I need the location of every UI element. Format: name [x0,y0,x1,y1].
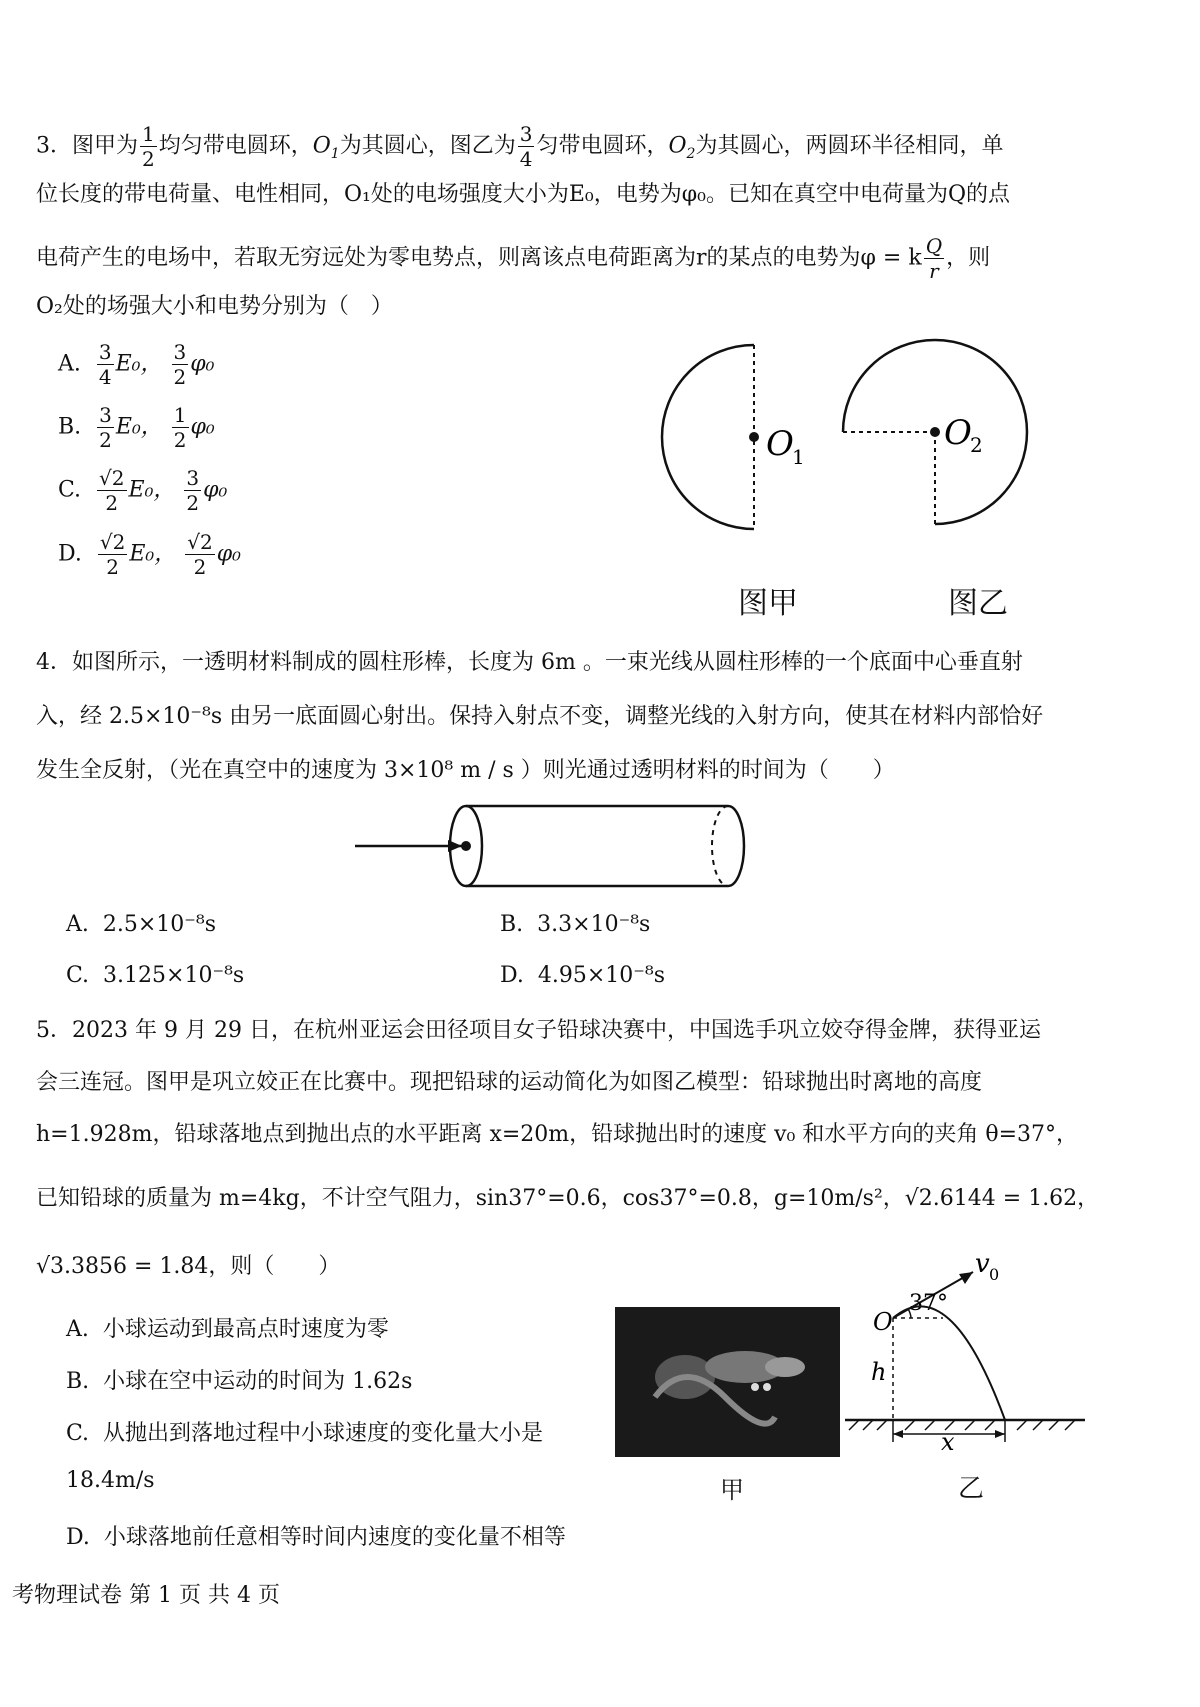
label-o1: O [766,424,794,464]
q3-line-4: O₂处的场强大小和电势分别为（ ） [36,294,393,319]
q5-line-5: √3.3856 = 1.84，则（ ） [36,1254,341,1279]
option-label: D. [58,541,82,567]
fraction: $\frac{1}{2}$ [142,122,155,171]
option-text: 3.125×10⁻⁸s [103,963,245,988]
q4-line-3: 发生全反射，（光在真空中的速度为 3×10⁸ m / s ）则光通过透明材料的时间为（ ） [36,758,895,783]
fraction: $\frac{3}{2}$ [173,340,187,389]
q5-option-a [66,1312,389,1343]
q3-line-2: 位长度的带电荷量、电性相同，O₁处的电场强度大小为E₀，电势为φ₀。已知在真空中电荷量为Q的点 [36,182,1010,207]
q3-line-1 [36,122,1003,171]
option-label: D. [500,963,524,988]
page-footer: 考物理试卷 第 1 页 共 4 页 [12,1583,280,1608]
q3-text: 为其圆心，两圆环半径相同，单 [695,133,1004,159]
option-text: 小球在空中运动的时间为 1.62s [103,1369,413,1394]
fig-caption-yi-q5: 乙 [958,1474,985,1504]
q3-option-b [58,403,215,452]
fraction: $\frac{√2}{2}$ [99,466,125,515]
q3-text: 匀带电圆环， [536,133,669,159]
option-text: 4.95×10⁻⁸s [537,963,665,988]
option-label: C. [66,963,90,988]
trajectory-curve [893,1306,1005,1420]
option-text: 2.5×10⁻⁸s [102,912,217,937]
q3-text: 电荷产生的电场中，若取无穷远处为零电势点，则离该点电荷距离为r的某点的电势为φ = k [36,245,922,271]
center-dot-o2 [930,427,940,437]
q3-line-3 [36,234,990,283]
subscript: 1 [330,145,340,162]
label-x: x [941,1428,955,1450]
option-symbol: E₀， [129,541,177,567]
q3-ring-figures [650,330,1070,570]
option-label: A. [66,1317,89,1342]
label-o2: O [944,413,972,453]
q5-option-d [66,1520,566,1551]
option-text: 小球运动到最高点时速度为零 [102,1317,389,1342]
option-label: D. [66,1525,90,1550]
option-symbol: φ₀ [203,477,228,503]
symbol-o1: O [312,133,331,159]
fraction: $\frac{1}{2}$ [173,403,187,452]
option-label: C. [58,477,82,503]
q5-option-c-cont [66,1468,155,1493]
fraction: $\frac{3}{4}$ [519,122,533,171]
q3-text: 为其圆心，图乙为 [339,133,516,159]
q3-option-d [58,530,241,579]
fraction: $\frac{3}{2}$ [186,466,200,515]
option-symbol: φ₀ [190,414,215,440]
label-angle: 37° [909,1291,948,1316]
option-text: 3.3×10⁻⁸s [537,912,651,937]
entry-point [461,841,471,851]
cylinder-back-hidden [712,806,728,886]
athlete-photo [615,1307,840,1457]
q5-option-b [66,1364,412,1395]
label-o2-sub: 2 [970,433,983,457]
fraction: $\frac{√2}{2}$ [187,530,213,579]
subscript: 2 [686,145,696,162]
fig-caption-jia-q5: 甲 [720,1476,744,1504]
q3-option-c [58,466,227,515]
q4-option-b [500,912,650,937]
option-label: B. [66,1369,90,1394]
q5-line-2: 会三连冠。图甲是巩立姣正在比赛中。现把铅球的运动简化为如图乙模型：铅球抛出时离地的高度 [36,1070,983,1095]
option-symbol: E₀， [115,414,163,440]
option-text: 从抛出到落地过程中小球速度的变化量大小是 [103,1421,544,1446]
option-label: A. [58,351,81,377]
center-dot-o1 [749,432,759,442]
q5-line-3: h=1.928m，铅球落地点到抛出点的水平距离 x=20m，铅球抛出时的速度 v₀ 和水平方向的夹角 θ=37°， [36,1122,1079,1147]
label-v0-sub: 0 [989,1265,1000,1284]
option-text: 小球落地前任意相等时间内速度的变化量不相等 [103,1525,566,1550]
label-o1-sub: 1 [792,445,805,469]
q3-option-a [58,340,214,389]
q3-text: 3．图甲为 [36,133,138,159]
q4-line-1: 4．如图所示，一透明材料制成的圆柱形棒，长度为 6m 。一束光线从圆柱形棒的一个底面中心垂直射 [36,650,1023,675]
option-symbol: E₀， [115,351,163,377]
fraction: $\frac{3}{2}$ [99,403,112,452]
q4-line-2: 入，经 2.5×10⁻⁸s 由另一底面圆心射出。保持入射点不变，调整光线的入射方向，使其在材料内部恰好 [36,704,1044,729]
x-dim-arrow-left-icon [893,1430,903,1438]
symbol-o2: O [668,133,687,159]
ground-hatching [849,1420,1075,1430]
option-label: B. [500,912,524,937]
fraction: $\frac{3}{4}$ [98,340,112,389]
label-o: O [873,1308,893,1336]
q4-option-a [66,912,216,937]
half-ring [662,345,754,529]
q5-option-c [66,1416,543,1447]
q4-option-c [66,963,244,988]
q5-line-4: 已知铅球的质量为 m=4kg，不计空气阻力，sin37°=0.6，cos37°=0.8，g=10m/s²，√2.6144 = 1.62， [36,1186,1100,1211]
label-v0: v [975,1250,990,1279]
athlete-silhouette-icon [615,1307,840,1457]
q3-text: ，则 [946,245,991,271]
option-label: C. [66,1421,90,1446]
fig-caption-jia: 图甲 [738,586,798,621]
trajectory-figure [845,1250,1085,1450]
label-h: h [871,1358,887,1386]
option-label: B. [58,414,82,440]
q4-option-d [500,963,665,988]
fraction: $\frac{Q}{r}$ [925,234,943,283]
option-text: 18.4m/s [66,1468,155,1493]
fig-caption-yi: 图乙 [948,586,1008,621]
cylinder-back-visible [728,806,744,886]
q5-line-1: 5．2023 年 9 月 29 日，在杭州亚运会田径项目女子铅球决赛中，中国选手巩立姣夺得金牌，获得亚运 [36,1018,1041,1043]
option-label: A. [66,912,89,937]
option-symbol: φ₀ [216,541,241,567]
x-dim-arrow-right-icon [995,1430,1005,1438]
option-symbol: E₀， [128,477,176,503]
q4-cylinder-figure [350,800,770,900]
fraction: $\frac{√2}{2}$ [99,530,126,579]
q3-text: 均匀带电圆环， [158,133,313,159]
option-symbol: φ₀ [190,351,215,377]
